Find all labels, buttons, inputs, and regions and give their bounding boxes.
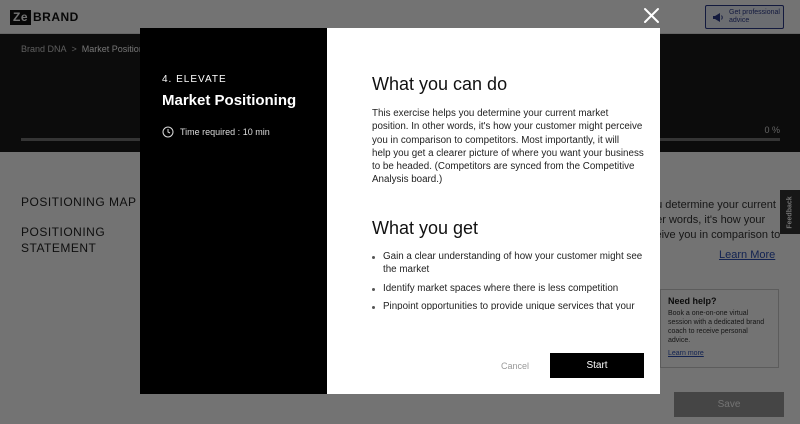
benefits-list xyxy=(372,250,652,310)
description-line: This exercise helps you determine your current market xyxy=(372,108,609,119)
modal-content-panel xyxy=(327,28,660,394)
time-required-label: Time required : 10 min xyxy=(180,127,270,137)
modal-step: 4. ELEVATE xyxy=(162,74,227,85)
time-required xyxy=(162,126,270,138)
close-icon[interactable] xyxy=(643,7,660,24)
benefit-line: Gain a clear understanding of how your customer might see xyxy=(383,251,643,262)
description-line: you in comparison to competitors. Most importantly, it will xyxy=(372,134,620,146)
what-you-can-do-heading: What you can do xyxy=(372,74,508,94)
modal-info-panel xyxy=(140,28,327,394)
modal-title: Market Positioning xyxy=(162,92,297,109)
what-you-get-heading: What you get xyxy=(372,218,479,238)
list-item xyxy=(372,282,652,295)
clock-icon xyxy=(162,126,174,138)
what-you-can-do-text xyxy=(372,107,652,187)
benefit-line: the market xyxy=(383,264,430,276)
benefit-line: Pinpoint opportunities to provide unique services that your xyxy=(383,300,635,310)
cancel-button[interactable]: Cancel xyxy=(501,361,530,371)
description-line: to be headed. (Competitors are synced from the Competitive xyxy=(372,161,635,173)
list-item xyxy=(372,250,652,277)
description-line: Analysis board.) xyxy=(372,174,443,186)
list-item xyxy=(372,300,652,310)
description-line: help you get a clearer picture of where you want your business xyxy=(372,147,644,159)
benefit-line: Identify market spaces where there is less competition xyxy=(383,282,619,294)
description-line: position. In other words, it's how your customer might perceive xyxy=(372,121,643,133)
start-button[interactable]: Start xyxy=(550,353,644,378)
